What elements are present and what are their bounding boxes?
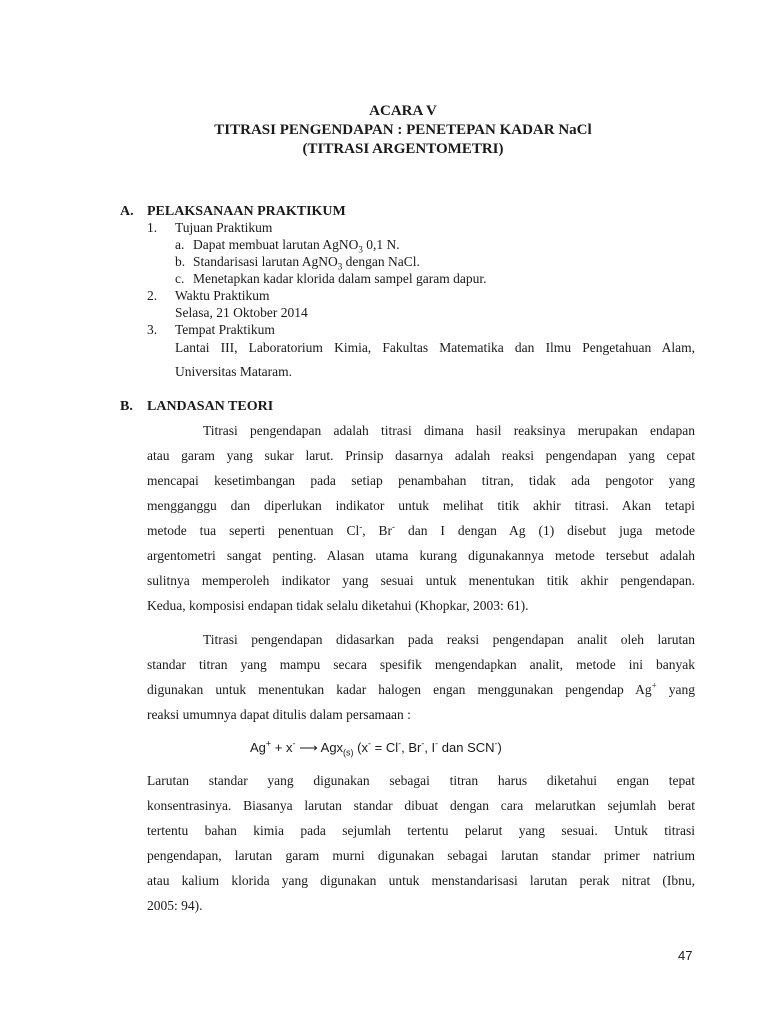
paragraph-1-line-5: metode tua seperti penentuan Cl-, Br- dan I dengan Ag (1) disebut juga metode bbox=[147, 521, 696, 538]
item-1-number: 1. bbox=[147, 220, 158, 235]
sub-item-c-letter: c. bbox=[175, 271, 185, 286]
page-number: 47 bbox=[678, 948, 693, 963]
sub-item-a-letter: a. bbox=[175, 237, 185, 252]
paragraph-3-line-4: pengendapan, larutan garam murni digunakan sebagai larutan standar primer natrium bbox=[147, 848, 695, 863]
title-line-3: (TITRASI ARGENTOMETRI) bbox=[302, 141, 504, 157]
paragraph-3-line-2: konsentrasinya. Biasanya larutan standar dibuat dengan cara melarutkan sejumlah berat bbox=[147, 798, 695, 813]
paragraph-3-line-3: tertentu bahan kimia pada sejumlah tertentu pelarut yang sesuai. Untuk titrasi bbox=[147, 823, 695, 838]
paragraph-2-line-4: reaksi umumnya dapat ditulis dalam persamaan : bbox=[147, 707, 411, 722]
item-1-label: Tujuan Praktikum bbox=[175, 220, 273, 235]
paragraph-2-line-1: Titrasi pengendapan didasarkan pada reaksi pengendapan analit oleh larutan bbox=[203, 632, 695, 647]
sub-item-c: Menetapkan kadar klorida dalam sampel garam dapur. bbox=[193, 271, 487, 286]
document-title bbox=[0, 102, 768, 159]
paragraph-1-line-4: mengganggu dan diperlukan indikator untuk melihat titik akhir titrasi. Akan tetapi bbox=[147, 498, 695, 513]
title-line-1: ACARA V bbox=[369, 103, 437, 119]
paragraph-1-line-1: Titrasi pengendapan adalah titrasi dimana hasil reaksinya merupakan endapan bbox=[203, 423, 695, 438]
sub-item-a: Dapat membuat larutan AgNO$_3$ 0,1 N. bbox=[193, 237, 400, 255]
paragraph-1-line-6: argentometri sangat penting. Alasan utama kurang digunakannya metode tersebut adalah bbox=[147, 548, 695, 563]
section-a-letter: A. bbox=[120, 204, 134, 219]
paragraph-3-line-1: Larutan standar yang digunakan sebagai titran harus diketahui engan tepat bbox=[147, 773, 695, 788]
paragraph-2-line-2: standar titran yang mampu secara spesifik mengendapkan analit, metode ini banyak bbox=[147, 657, 695, 672]
paragraph-2-line-3: digunakan untuk menentukan kadar halogen engan menggunakan pengendap Ag+ yang bbox=[147, 680, 695, 697]
item-2-number: 2. bbox=[147, 288, 158, 303]
item-3-number: 3. bbox=[147, 322, 158, 337]
tempat-line-1: Lantai III, Laboratorium Kimia, Fakultas Matematika dan Ilmu Pengetahuan Alam, bbox=[175, 340, 695, 355]
paragraph-3-line-6: 2005: 94). bbox=[147, 898, 203, 913]
paragraph-1-line-7: sulitnya memperoleh indikator yang sesuai untuk menentukan titik akhir pengendapan. bbox=[147, 573, 695, 588]
section-a-heading: PELAKSANAAN PRAKTIKUM bbox=[147, 204, 346, 219]
item-3-label: Tempat Praktikum bbox=[175, 322, 275, 337]
paragraph-1-line-3: mencapai kesetimbangan pada setiap penambahan titran, tidak ada pengotor yang bbox=[147, 473, 695, 488]
sub-item-b: Standarisasi larutan AgNO$_3$ dengan NaCl. bbox=[193, 254, 420, 272]
section-b-letter: B. bbox=[120, 399, 133, 414]
title-line-2: TITRASI PENGENDAPAN : PENETEPAN KADAR NaCl bbox=[214, 122, 592, 138]
item-2-label: Waktu Praktikum bbox=[175, 288, 270, 303]
paragraph-1-line-2: atau garam yang sukar larut. Prinsip dasarnya adalah reaksi pengendapan yang cepat bbox=[147, 448, 695, 463]
section-b-heading: LANDASAN TEORI bbox=[147, 399, 274, 414]
waktu-value: Selasa, 21 Oktober 2014 bbox=[175, 305, 308, 320]
sub-item-b-letter: b. bbox=[175, 254, 186, 269]
tempat-line-2: Universitas Mataram. bbox=[175, 364, 292, 379]
paragraph-1-line-8: Kedua, komposisi endapan tidak selalu diketahui (Khopkar, 2003: 61). bbox=[147, 598, 529, 613]
reaction-equation: Ag+ + x- ⟶ Agx$_{(s)}$ (x- = Cl-, Br-, I- dan SCN-) bbox=[250, 738, 502, 758]
paragraph-3-line-5: atau kalium klorida yang digunakan untuk menstandarisasi larutan perak nitrat (Ibnu, bbox=[147, 873, 695, 888]
